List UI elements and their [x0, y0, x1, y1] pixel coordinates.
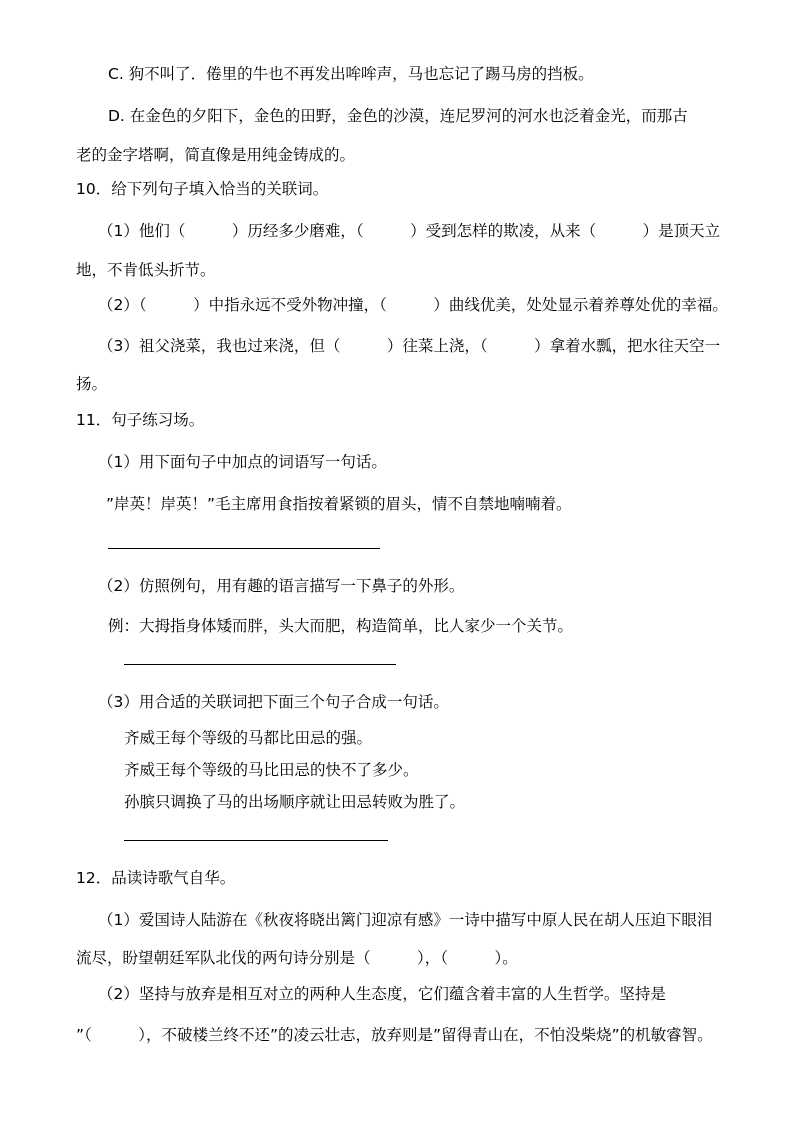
- question-12-part-1-line1: （1）爱国诗人陆游在《秋夜将晓出篱门迎凉有感》一诗中描写中原人民在胡人压迫下眼泪: [98, 911, 713, 929]
- option-d-text-line1: D. 在金色的夕阳下，金色的田野，金色的沙漠，连尼罗河的河水也泛着金光，而那古: [108, 107, 688, 125]
- answer-line-2[interactable]: [124, 664, 396, 665]
- question-12-part-2-line2: ”（ ），不破楼兰终不还”的凌云壮志，放弃则是”留得青山在，不怕没柴烧”的机敏睿智。: [76, 1026, 713, 1044]
- question-11-part-3-sentence-3: 孙膑只调换了马的出场顺序就让田忌转败为胜了。: [124, 793, 466, 811]
- question-10-title: 10．给下列句子填入恰当的关联词。: [76, 180, 329, 198]
- question-11-part-2-prompt: （2）仿照例句，用有趣的语言描写一下鼻子的外形。: [98, 577, 465, 595]
- answer-line-3[interactable]: [124, 840, 388, 841]
- question-10-sentence-1-line2: 地，不肯低头折节。: [76, 261, 216, 279]
- option-d-text-line2: 老的金字塔啊，简直像是用纯金铸成的。: [76, 146, 356, 164]
- question-11-part-1-sentence: ”岸英！岸英！”毛主席用食指按着紧锁的眉头，情不自禁地喃喃着。: [106, 495, 572, 513]
- answer-line-1[interactable]: [108, 548, 380, 549]
- question-12-part-1-line2: 流尽，盼望朝廷军队北伐的两句诗分别是（ ），（ ）。: [76, 949, 518, 967]
- question-12-title: 12．品读诗歌气自华。: [76, 869, 236, 887]
- question-11-part-3-prompt: （3）用合适的关联词把下面三个句子合成一句话。: [98, 693, 449, 711]
- question-12-part-2-line1: （2）坚持与放弃是相互对立的两种人生态度，它们蕴含着丰富的人生哲学。坚持是: [98, 985, 666, 1003]
- question-10-sentence-2: （2）（ ）中指永远不受外物冲撞，（ ）曲线优美，处处显示着养尊处优的幸福。: [98, 296, 728, 314]
- question-11-part-3-sentence-1: 齐威王每个等级的马都比田忌的强。: [124, 729, 373, 747]
- question-10-sentence-3-line1: （3）祖父浇菜，我也过来浇，但（ ）往菜上浇，（ ）拿着水瓢，把水往天空一: [98, 337, 721, 355]
- question-10-sentence-1-line1: （1）他们（ ）历经多少磨难，（ ）受到怎样的欺凌，从来（ ）是顶天立: [98, 222, 721, 240]
- question-11-part-3-sentence-2: 齐威王每个等级的马比田忌的快不了多少。: [124, 761, 419, 779]
- question-11-part-1-prompt: （1）用下面句子中加点的词语写一句话。: [98, 453, 387, 471]
- question-10-sentence-3-line2: 扬。: [76, 375, 108, 393]
- option-c-text: C. 狗不叫了．倦里的牛也不再发出哞哞声，马也忘记了踢马房的挡板。: [108, 65, 594, 83]
- question-11-part-2-example: 例：大拇指身体矮而胖，头大而肥，构造简单，比人家少一个关节。: [108, 617, 574, 635]
- question-11-title: 11．句子练习场。: [76, 411, 205, 429]
